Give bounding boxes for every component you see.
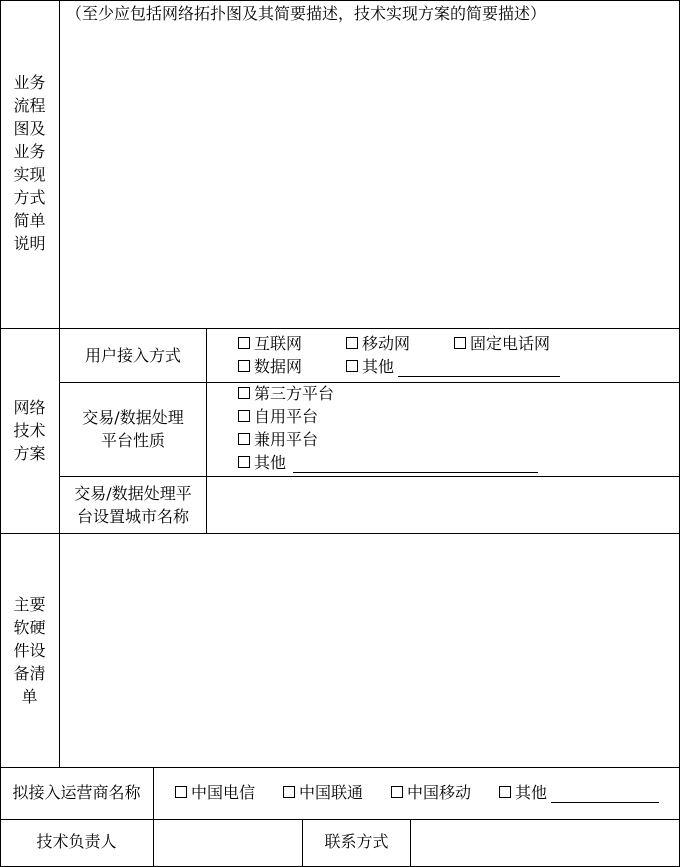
access-option-fixed-phone[interactable]: 固定电话网: [454, 332, 550, 355]
business-flow-note: （至少应包括网络拓扑图及其简要描述，技术实现方案的简要描述）: [66, 4, 547, 23]
operator-option-mobile[interactable]: 中国移动: [391, 781, 471, 804]
access-option-data[interactable]: 数据网: [238, 355, 302, 378]
checkbox-icon[interactable]: [238, 387, 250, 399]
access-option-other[interactable]: 其他: [346, 355, 394, 378]
row-border: [0, 0, 680, 1]
contact-label: 联系方式: [324, 832, 389, 851]
platform-city-label: 交易/数据处理平 台设置城市名称: [74, 484, 192, 526]
checkbox-icon[interactable]: [454, 337, 466, 349]
checkbox-icon[interactable]: [499, 786, 511, 798]
platform-nature-label: 交易/数据处理 平台性质: [82, 408, 184, 450]
operator-option-other[interactable]: 其他: [499, 781, 547, 804]
access-method-label: 用户接入方式: [84, 346, 181, 365]
checkbox-icon[interactable]: [238, 410, 250, 422]
row-border: [0, 767, 680, 768]
network-tech-label: 网络 技术 方案: [13, 398, 46, 463]
tech-lead-label: 技术负责人: [36, 832, 117, 851]
access-option-mobile[interactable]: 移动网: [346, 332, 410, 355]
checkbox-icon[interactable]: [346, 360, 358, 372]
platform-option-self-use[interactable]: 自用平台: [238, 405, 318, 428]
checkbox-icon[interactable]: [238, 360, 250, 372]
checkbox-icon[interactable]: [391, 786, 403, 798]
checkbox-icon[interactable]: [283, 786, 295, 798]
access-option-internet[interactable]: 互联网: [238, 332, 302, 355]
operator-other-blank[interactable]: [551, 802, 659, 803]
checkbox-icon[interactable]: [238, 337, 250, 349]
platform-option-other[interactable]: 其他: [238, 451, 286, 474]
tech-lead-input[interactable]: [154, 820, 302, 866]
platform-option-third-party[interactable]: 第三方平台: [238, 382, 334, 405]
checkbox-icon[interactable]: [346, 337, 358, 349]
operator-option-unicom[interactable]: 中国联通: [283, 781, 363, 804]
platform-other-blank[interactable]: [293, 472, 538, 473]
business-flow-label: 业务 流程 图及 业务 实现 方式 简单 说明: [13, 73, 46, 253]
access-other-blank[interactable]: [398, 376, 560, 377]
equipment-list-label: 主要 软硬 件设 备清 单: [13, 595, 46, 706]
row-border: [59, 382, 680, 383]
row-border: [0, 328, 680, 329]
checkbox-icon[interactable]: [238, 456, 250, 468]
business-flow-input-area[interactable]: [60, 28, 679, 327]
equipment-list-input-area[interactable]: [60, 534, 679, 766]
operator-option-telecom[interactable]: 中国电信: [175, 781, 255, 804]
checkbox-icon[interactable]: [238, 433, 250, 445]
operator-label: 拟接入运营商名称: [12, 783, 141, 802]
checkbox-icon[interactable]: [175, 786, 187, 798]
platform-option-shared[interactable]: 兼用平台: [238, 428, 318, 451]
contact-input[interactable]: [411, 820, 679, 866]
platform-city-input[interactable]: [207, 477, 679, 533]
